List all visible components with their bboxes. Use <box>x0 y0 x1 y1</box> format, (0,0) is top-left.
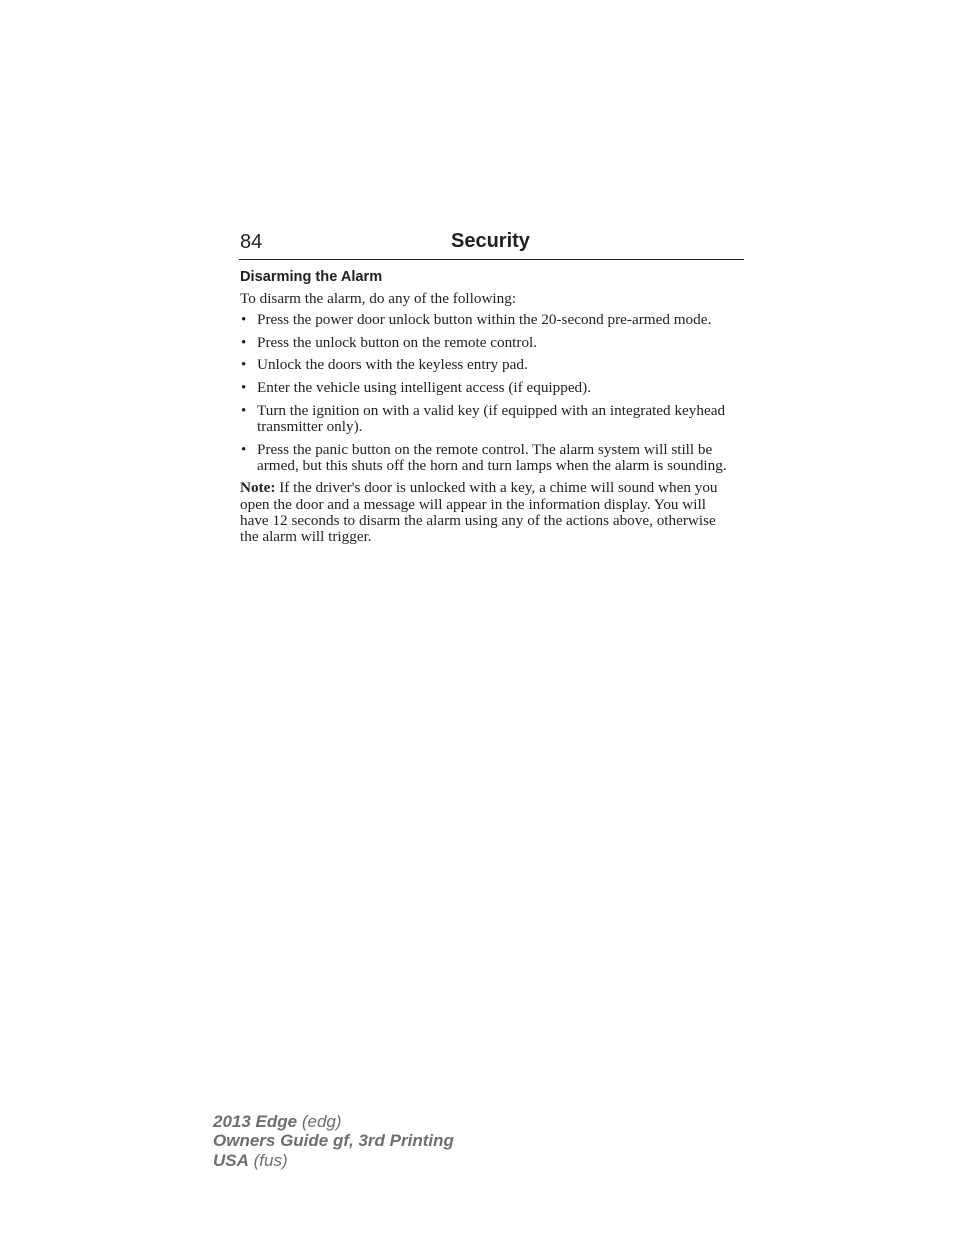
list-item-text: Turn the ignition on with a valid key (if equipped with an integrated keyhead transmitter only). <box>257 401 726 435</box>
bullet-icon: • <box>241 356 247 374</box>
footer-line-guide <box>213 1131 454 1150</box>
bullet-icon: • <box>241 333 247 351</box>
note-label: Note: <box>240 479 276 497</box>
list-item-text: Unlock the doors with the keyless entry pad. <box>257 356 528 374</box>
list-item-text: Press the panic button on the remote control. The alarm system will still be armed, but this shuts off the horn and turn lamps when the alarm is sounding. <box>257 440 727 474</box>
list-item <box>240 380 732 396</box>
subheading-disarming-alarm: Disarming the Alarm <box>240 269 383 285</box>
bullet-icon: • <box>241 440 247 458</box>
page-header <box>239 229 744 260</box>
list-item-text: Enter the vehicle using intelligent access (if equipped). <box>257 379 592 397</box>
footer-line-model <box>213 1112 454 1131</box>
list-item <box>240 335 732 351</box>
list-item <box>240 442 732 475</box>
page-number: 84 <box>240 231 263 253</box>
footer-market-code: (fus) <box>248 1150 288 1170</box>
main-content <box>240 268 732 546</box>
bullet-icon: • <box>241 311 247 329</box>
note-paragraph <box>240 480 732 545</box>
note-text: If the driver's door is unlocked with a key, a chime will sound when you open the door and a message will appear in the information display. You will have 12 seconds to disarm the alarm using any of the actions above, otherwise the alarm will trigger. <box>240 479 718 546</box>
bullet-icon: • <box>241 379 247 397</box>
intro-text: To disarm the alarm, do any of the following: <box>240 290 517 307</box>
list-item-text: Press the power door unlock button within the 20-second pre-armed mode. <box>257 311 712 329</box>
list-item-text: Press the unlock button on the remote control. <box>257 333 538 351</box>
page-footer <box>213 1112 454 1170</box>
bullet-list <box>240 312 732 474</box>
footer-line-market <box>213 1151 454 1170</box>
list-item <box>240 312 732 328</box>
list-item <box>240 403 732 436</box>
footer-model: 2013 Edge <box>213 1112 298 1131</box>
footer-market: USA <box>213 1150 249 1170</box>
footer-model-code: (edg) <box>297 1112 342 1131</box>
section-title: Security <box>451 230 530 252</box>
bullet-icon: • <box>241 401 247 419</box>
footer-guide: Owners Guide gf, 3rd Printing <box>213 1131 454 1151</box>
list-item <box>240 357 732 373</box>
